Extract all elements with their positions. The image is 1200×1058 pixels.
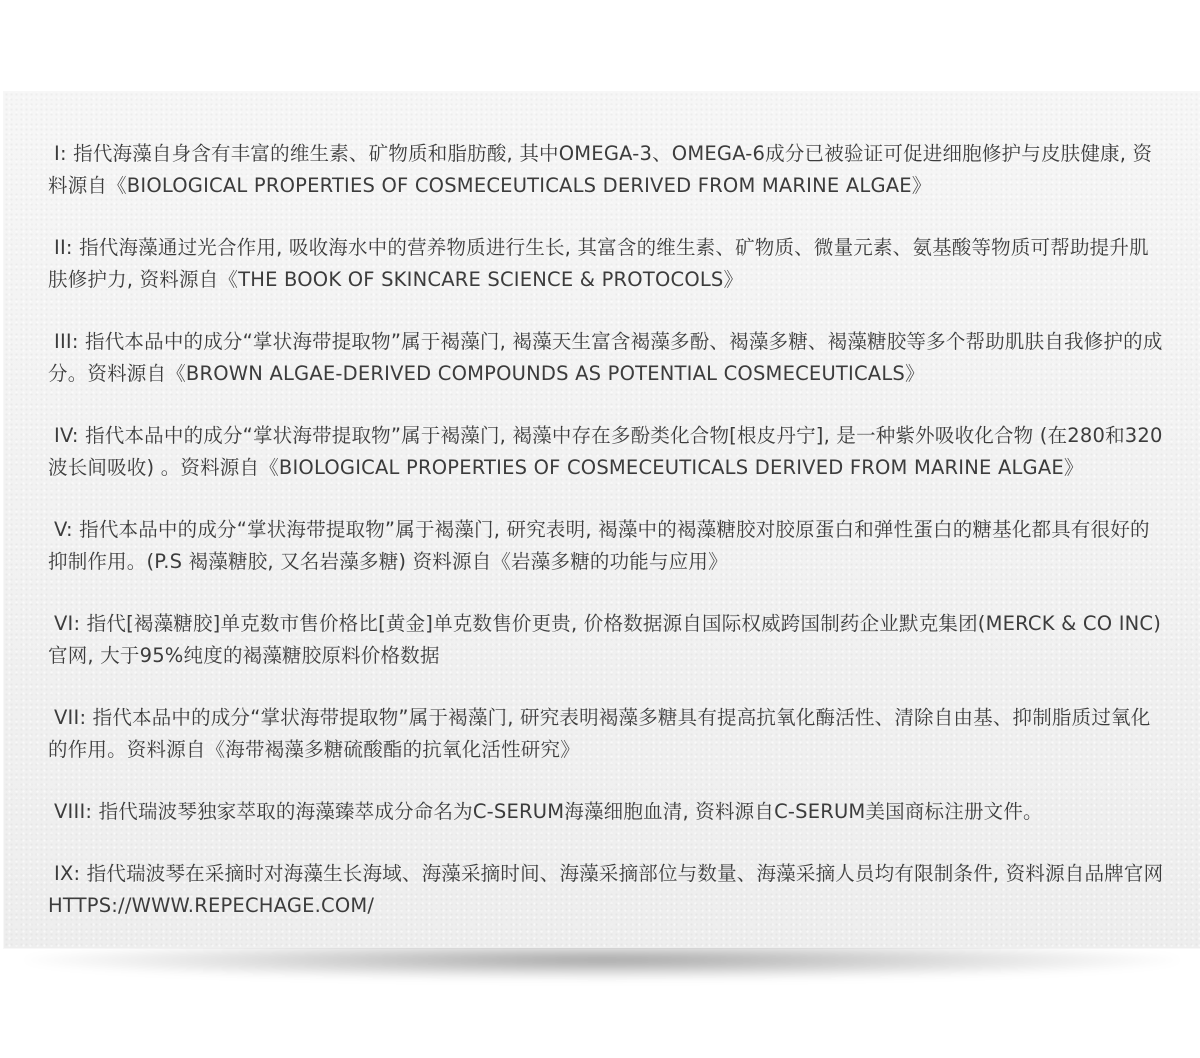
footnote-3 — [48, 326, 1168, 390]
footnote-list — [48, 138, 1168, 922]
footnote-number: V: — [54, 518, 73, 541]
footnote-text: 指代瑞波琴在采摘时对海藻生长海域、海藻采摘时间、海藻采摘部位与数量、海藻采摘人员均有限制条件, 资料源自品牌官网HTTPS://WWW.REPECHAGE.COM/ — [48, 862, 1164, 917]
footnote-text: 指代海藻自身含有丰富的维生素、矿物质和脂肪酸, 其中OMEGA-3、OMEGA-6成分已被验证可促进细胞修护与皮肤健康, 资料源自《BIOLOGICAL PROPERTIES OF COSMECEUTICALS DERIVED FROM MARINE ALGAE》 — [48, 142, 1153, 197]
footnote-number: IV: — [54, 424, 79, 447]
footnote-number: III: — [54, 330, 79, 353]
footnote-9 — [48, 858, 1168, 922]
footnote-number: I: — [54, 142, 67, 165]
footnote-text: 指代海藻通过光合作用, 吸收海水中的营养物质进行生长, 其富含的维生素、矿物质、微量元素、氨基酸等物质可帮助提升肌肤修护力, 资料源自《THE BOOK OF SKINCARE SCIENCE & PROTOCOLS》 — [48, 236, 1149, 291]
footnote-4 — [48, 420, 1168, 484]
footnote-text: 指代本品中的成分“掌状海带提取物”属于褐藻门, 褐藻天生富含褐藻多酚、褐藻多糖、褐藻糖胶等多个帮助肌肤自我修护的成分。资料源自《BROWN ALGAE-DERIVED COMPOUNDS AS POTENTIAL COSMECEUTICALS》 — [48, 330, 1163, 385]
footnote-text: 指代本品中的成分“掌状海带提取物”属于褐藻门, 研究表明, 褐藻中的褐藻糖胶对胶原蛋白和弹性蛋白的糖基化都具有很好的抑制作用。(P.S 褐藻糖胶, 又名岩藻多糖) 资料源自《岩藻多糖的功能与应用》 — [48, 518, 1150, 573]
footnote-text: 指代本品中的成分“掌状海带提取物”属于褐藻门, 研究表明褐藻多糖具有提高抗氧化酶活性、清除自由基、抑制脂质过氧化的作用。资料源自《海带褐藻多糖硫酸酯的抗氧化活性研究》 — [48, 706, 1151, 761]
footnote-number: VII: — [54, 706, 87, 729]
footnote-2 — [48, 232, 1168, 296]
footnote-1 — [48, 138, 1168, 202]
footnote-5 — [48, 514, 1168, 578]
footnote-7 — [48, 702, 1168, 766]
footnote-number: VI: — [54, 612, 81, 635]
footnote-number: IX: — [54, 862, 81, 885]
footnote-number: II: — [54, 236, 73, 259]
footnote-8 — [48, 796, 1168, 828]
footnote-text: 指代瑞波琴独家萃取的海藻臻萃成分命名为C-SERUM海藻细胞血清, 资料源自C-SERUM美国商标注册文件。 — [92, 800, 1043, 823]
footnote-text: 指代[褐藻糖胶]单克数市售价格比[黄金]单克数售价更贵, 价格数据源自国际权威跨国制药企业默克集团(MERCK & CO INC)官网, 大于95%纯度的褐藻糖胶原料价格数据 — [48, 612, 1162, 667]
footnote-text: 指代本品中的成分“掌状海带提取物”属于褐藻门, 褐藻中存在多酚类化合物[根皮丹宁], 是一种紫外吸收化合物 (在280和320波长间吸收) 。资料源自《BIOLOGICAL PROPERTIES OF COSMECEUTICALS DERIVED FROM MARINE ALGAE》 — [48, 424, 1163, 479]
footnote-6 — [48, 608, 1168, 672]
footnote-number: VIII: — [54, 800, 93, 823]
